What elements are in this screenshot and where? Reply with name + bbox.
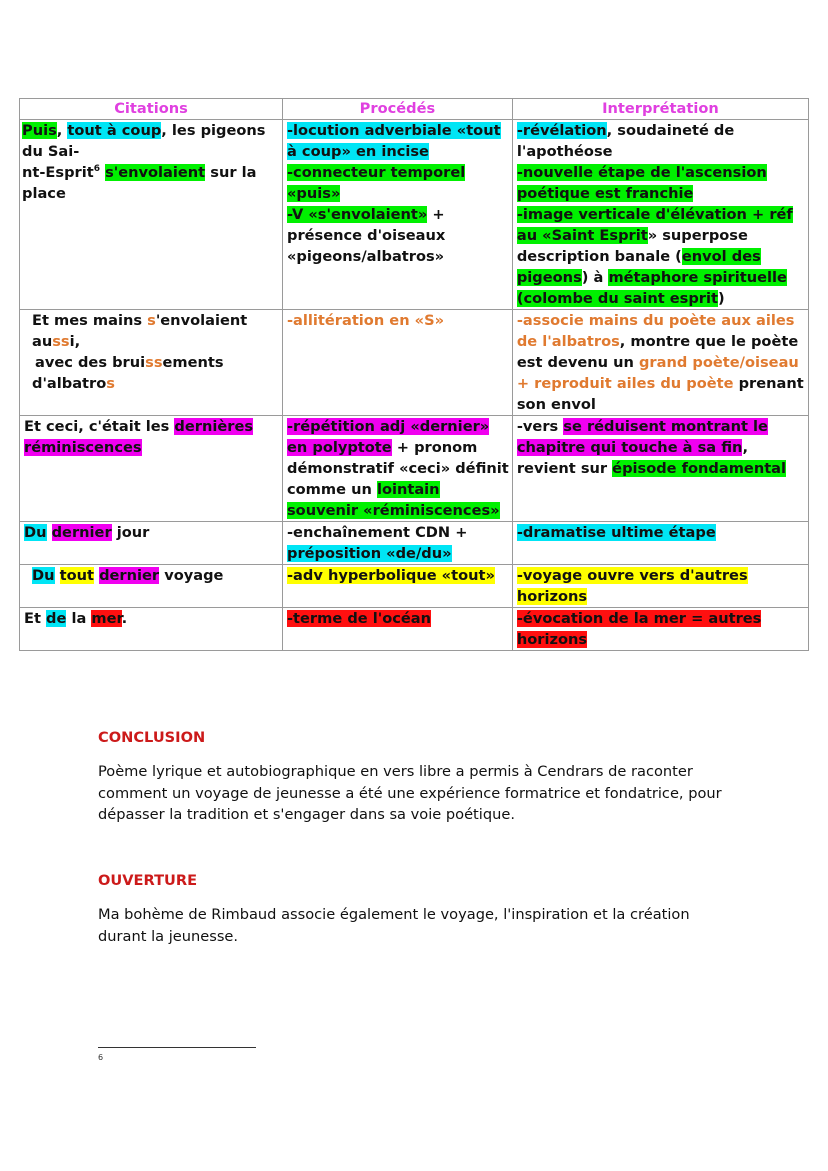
procede-cell: -adv hyperbolique «tout» bbox=[283, 565, 513, 608]
interpretation-cell: -dramatise ultime étape bbox=[512, 522, 808, 565]
table-row bbox=[20, 120, 809, 310]
procede-cell: -locution adverbiale «tout à coup» en incise -connecteur temporel «puis» -V «s'envolaient» + présence d'oiseaux «pigeons/albatros» bbox=[283, 120, 513, 310]
conclusion-text: Poème lyrique et autobiographique en vers libre a permis à Cendrars de raconter comment un voyage de jeunesse a été une expérience formatrice et fondatrice, pour dépasser la tradition et s'engager dans sa voie poétique. bbox=[98, 763, 722, 823]
analysis-table bbox=[19, 98, 809, 651]
table-row bbox=[20, 522, 809, 565]
ouverture-title: OUVERTURE bbox=[98, 872, 198, 889]
citation-cell: Du tout dernier voyage bbox=[20, 565, 283, 608]
citation-cell: Puis, tout à coup, les pigeons du Sai- nt-Esprit$^6$ s'envolaient sur la place bbox=[20, 120, 283, 310]
header-citations: Citations bbox=[20, 99, 283, 120]
procede-cell: -terme de l'océan bbox=[283, 608, 513, 651]
table-row bbox=[20, 310, 809, 416]
table-header-row bbox=[20, 99, 809, 120]
table-row bbox=[20, 608, 809, 651]
header-procedes: Procédés bbox=[283, 99, 513, 120]
citation-cell: Et mes mains s'envolaient aussi, avec des bruissements d'albatros bbox=[20, 310, 283, 416]
footnote-ref: 6 bbox=[93, 164, 100, 175]
header-interpretation: Interprétation bbox=[512, 99, 808, 120]
footnote-number: 6 bbox=[98, 1053, 104, 1062]
citation-cell: Et ceci, c'était les dernières réminiscences bbox=[20, 416, 283, 522]
footnote-separator bbox=[98, 1047, 256, 1048]
conclusion-title: CONCLUSION bbox=[98, 729, 206, 746]
procede-cell: -enchaînement CDN + préposition «de/du» bbox=[283, 522, 513, 565]
table-row bbox=[20, 565, 809, 608]
interpretation-cell: -évocation de la mer = autres horizons bbox=[512, 608, 808, 651]
interpretation-cell: -associe mains du poète aux ailes de l'albatros, montre que le poète est devenu un grand poète/oiseau + reproduit ailes du poète prenant son envol bbox=[512, 310, 808, 416]
ouverture-text: Ma bohème de Rimbaud associe également le voyage, l'inspiration et la création durant la jeunesse. bbox=[98, 906, 690, 945]
procede-cell: -allitération en «S» bbox=[283, 310, 513, 416]
citation-cell: Du dernier jour bbox=[20, 522, 283, 565]
table-row bbox=[20, 416, 809, 522]
procede-cell: -répétition adj «dernier» en polyptote + pronom démonstratif «ceci» définit comme un lointain souvenir «réminiscences» bbox=[283, 416, 513, 522]
interpretation-cell: -voyage ouvre vers d'autres horizons bbox=[512, 565, 808, 608]
interpretation-cell: -révélation, soudaineté de l'apothéose -nouvelle étape de l'ascension poétique est franchie -image verticale d'élévation + réf au «Saint Esprit» superpose description banale (envol des pigeons) à métaphore spirituelle (colombe du saint esprit) bbox=[512, 120, 808, 310]
citation-cell: Et de la mer. bbox=[20, 608, 283, 651]
interpretation-cell: -vers se réduisent montrant le chapitre qui touche à sa fin, revient sur épisode fondamental bbox=[512, 416, 808, 522]
